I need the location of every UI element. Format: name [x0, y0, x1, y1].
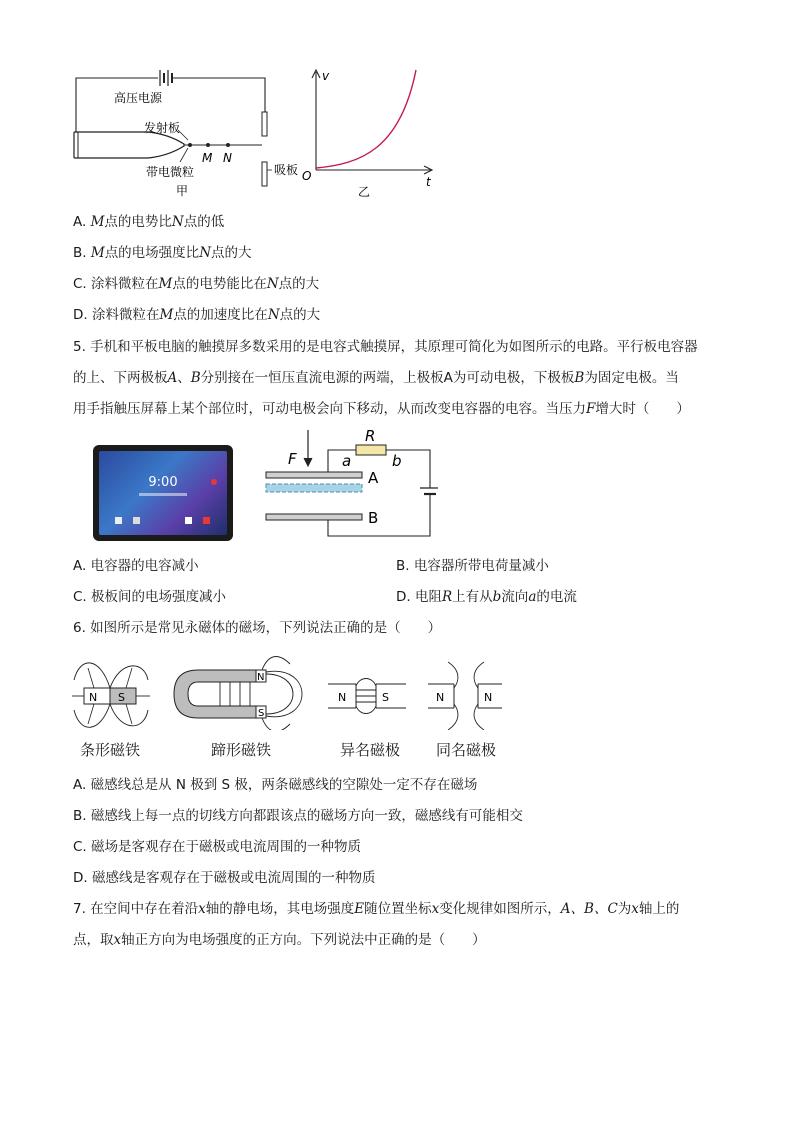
capacitor-circuit-figure: [258, 426, 438, 546]
tablet-app-icon: [185, 517, 192, 524]
bar-n-label: N: [89, 691, 98, 704]
q5-stem-line-3: 用手指触压屏幕上某个部位时，可动电极会向下移动，从而改变电容器的电容。当压力F增大时（ ）: [73, 401, 690, 417]
emitter-label: 发射板: [144, 121, 181, 135]
tablet-app-icon: [133, 517, 140, 524]
q4-option-c[interactable]: C. 涂料微粒在M点的电势能比在N点的大: [73, 276, 320, 292]
horseshoe-magnet: [174, 657, 302, 731]
tablet-app-icon: [203, 517, 210, 524]
particle-dot: [188, 143, 192, 147]
q6-option-d[interactable]: D. 磁感线是客观存在于磁极或电流周围的一种物质: [73, 870, 376, 886]
q6-option-c[interactable]: C. 磁场是客观存在于磁极或电流周围的一种物质: [73, 839, 362, 855]
fig-jia-label: 甲: [176, 184, 189, 198]
q7-stem-line-2: 点，取x轴正方向为电场强度的正方向。下列说法中正确的是（ ）: [73, 932, 486, 948]
q5-option-c[interactable]: C. 极板间的电场强度减小: [73, 589, 227, 605]
n-label: N: [223, 151, 232, 165]
node-a-label: a: [342, 452, 352, 470]
bar-s-label: S: [118, 691, 125, 704]
q4-option-b[interactable]: B. M点的电场强度比N点的大: [73, 245, 252, 261]
plate-b: [266, 514, 362, 520]
tablet-clock: 9:00: [148, 475, 178, 490]
q4-option-a[interactable]: A. M点的电势比N点的低: [73, 214, 225, 230]
q5-option-d[interactable]: D. 电阻R上有从b流向a的电流: [396, 589, 577, 605]
point-m-dot: [206, 143, 210, 147]
tablet-screen: [99, 451, 227, 535]
particle-label: 带电微粒: [146, 165, 195, 179]
fig-yi-label: 乙: [358, 185, 371, 199]
plate-a: [266, 472, 362, 478]
absorber-plate-bottom: [262, 162, 267, 186]
spray-gun-body: [74, 132, 184, 158]
t-axis-label: t: [426, 175, 431, 189]
tablet-app-icon: [115, 517, 122, 524]
like-poles: [428, 662, 502, 730]
tablet-date-bar: [139, 493, 187, 496]
q6-option-a[interactable]: A. 磁感线总是从 N 极到 S 极，两条磁感线的空隙处一定不存在磁场: [73, 777, 478, 793]
q4-option-d[interactable]: D. 涂料微粒在M点的加速度比在N点的大: [73, 307, 321, 323]
plate-b-label: B: [368, 509, 379, 527]
horseshoe-s-label: S: [258, 708, 265, 719]
q7-stem-line-1: 7. 在空间中存在着沿x轴的静电场，其电场强度E随位置坐标x变化规律如图所示，A、B、C为x轴上的: [73, 901, 680, 917]
magnet-fields-figure: [70, 650, 510, 730]
tablet-image: [93, 445, 233, 541]
plate-a-label: A: [368, 469, 379, 487]
q5-option-a[interactable]: A. 电容器的电容减小: [73, 558, 199, 574]
q6-stem: 6. 如图所示是常见永磁体的磁场，下列说法正确的是（ ）: [73, 620, 442, 636]
q5-option-b[interactable]: B. 电容器所带电荷量减小: [396, 558, 549, 574]
v-axis-label: v: [322, 69, 330, 83]
tablet-app-icon: [211, 479, 217, 485]
q5-stem-line-2: 的上、下两极板A、B分别接在一恒压直流电源的两端，上极板A为可动电极，下极板B为固定电极。当: [73, 370, 679, 386]
v-t-curve: [316, 70, 416, 168]
node-b-label: b: [392, 452, 402, 470]
bar-magnet: [72, 663, 150, 727]
caption-opposite-poles: 异名磁极: [340, 741, 401, 759]
movable-layer: [266, 484, 362, 492]
q6-option-b[interactable]: B. 磁感线上每一点的切线方向都跟该点的磁场方向一致，磁感线有可能相交: [73, 808, 523, 824]
caption-bar-magnet: 条形磁铁: [80, 741, 141, 759]
resistor-label: R: [365, 427, 376, 445]
caption-like-poles: 同名磁极: [436, 741, 497, 759]
caption-horseshoe: 蹄形磁铁: [211, 741, 272, 759]
origin-label: O: [302, 169, 312, 183]
hv-source-label: 高压电源: [114, 91, 163, 105]
force-label: F: [288, 450, 297, 468]
point-n-dot: [226, 143, 230, 147]
absorber-label: 吸板: [274, 163, 299, 177]
opposite-poles: [328, 679, 406, 714]
absorber-plate-top: [262, 112, 267, 136]
opposite-s-label: S: [382, 691, 389, 704]
m-label: M: [202, 151, 213, 165]
electrostatic-spray-figure: [60, 60, 450, 200]
resistor-r: [356, 445, 386, 455]
like-n-label-right: N: [484, 691, 493, 704]
horseshoe-n-label: N: [257, 672, 265, 683]
q5-stem-line-1: 5. 手机和平板电脑的触摸屏多数采用的是电容式触摸屏，其原理可简化为如图所示的电路。平行板电容器: [73, 339, 698, 355]
opposite-n-label: N: [338, 691, 347, 704]
circuit-wire-right: [172, 78, 265, 112]
like-n-label-left: N: [436, 691, 445, 704]
